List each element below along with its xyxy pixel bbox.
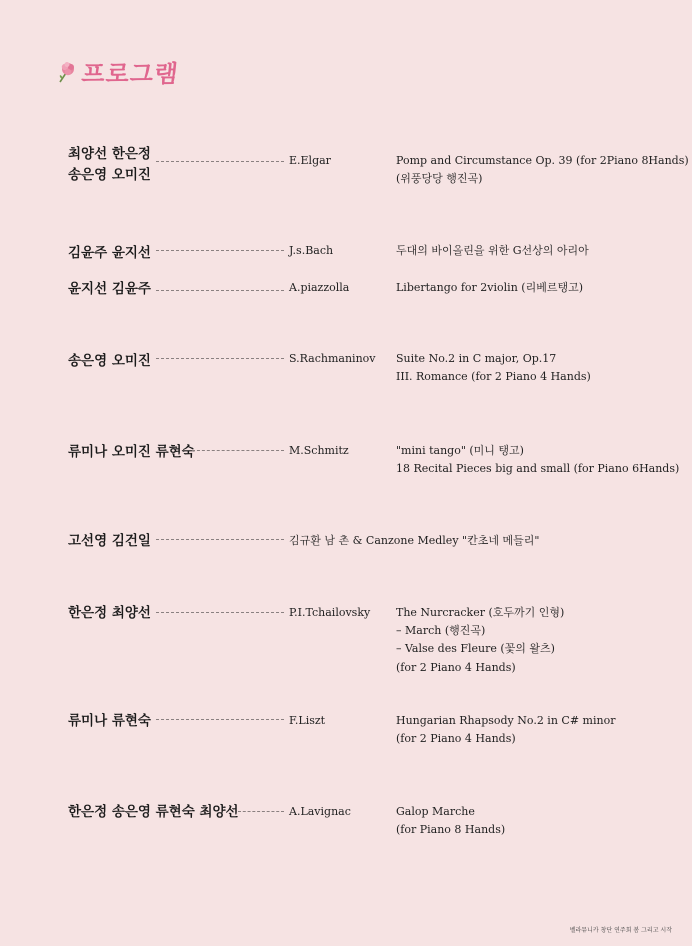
work-line: Libertango for 2violin (리베르탱고) (396, 281, 583, 294)
carnation-flower-icon (54, 60, 78, 84)
work-title (396, 604, 564, 677)
leader-dots (156, 539, 284, 540)
leader-dots (156, 250, 284, 251)
leader-dots (192, 450, 284, 451)
performer-line: 송은영 오미진 (68, 167, 151, 183)
work-title (396, 712, 615, 748)
performer-line: 최양선 한은정 (68, 146, 151, 162)
performer-line: 고선영 김건일 (68, 533, 151, 549)
work-line: III. Romance (for 2 Piano 4 Hands) (396, 370, 591, 384)
performers (68, 531, 151, 552)
work-line: The Nurcracker (호두까기 인형) (396, 606, 565, 619)
composer: A.Lavignac (289, 805, 351, 818)
work-line: Galop Marche (396, 805, 475, 818)
performers (68, 802, 239, 823)
performer-line: 윤지선 김윤주 (68, 281, 151, 297)
footer-caption: 벨라뮤니카 창단 연주회 봄 그리고 시작 (569, 927, 672, 934)
leader-dots (238, 811, 284, 812)
work-title (396, 350, 591, 386)
work-line: (for Piano 8 Hands) (396, 823, 506, 837)
work-title (396, 152, 689, 188)
composer: F.Liszt (289, 714, 326, 727)
work-line: Suite No.2 in C major, Op.17 (396, 352, 557, 365)
page-header (54, 54, 179, 89)
leader-dots (156, 161, 284, 162)
composer: P.I.Tchailovsky (289, 606, 371, 619)
work-line: – March (행진곡) (396, 624, 486, 638)
work-title (396, 242, 589, 260)
performer-line: 한은정 송은영 류현숙 최양선 (68, 804, 239, 820)
work-title (396, 442, 679, 478)
work-line: – Valse des Fleure (꽃의 왈츠) (396, 642, 555, 656)
performers (68, 442, 195, 463)
work-line: Pomp and Circumstance Op. 39 (for 2Piano 8Hands) (396, 154, 689, 167)
work-title (396, 279, 583, 297)
performer-line: 송은영 오미진 (68, 353, 151, 369)
performer-line: 류미나 오미진 류현숙 (68, 444, 195, 460)
performer-line: 한은정 최양선 (68, 605, 151, 621)
performers (68, 711, 151, 732)
performers (68, 603, 151, 624)
leader-dots (156, 290, 284, 291)
composer: S.Rachmaninov (289, 352, 376, 365)
performers (68, 351, 151, 372)
composer: A.piazzolla (289, 281, 350, 294)
performer-line: 류미나 류현숙 (68, 713, 151, 729)
work-line: (for 2 Piano 4 Hands) (396, 660, 516, 674)
work-line: 18 Recital Pieces big and small (for Piano 6Hands) (396, 462, 680, 476)
composer: 김규환 남 촌 & Canzone Medley "칸초네 메들리" (289, 534, 540, 547)
leader-dots (156, 358, 284, 359)
work-line: (위풍당당 행진곡) (396, 172, 483, 186)
page-title: 프로그램 (80, 60, 180, 88)
composer: E.Elgar (289, 154, 331, 167)
work-line: "mini tango" (미니 탱고) (396, 444, 524, 457)
leader-dots (156, 612, 284, 613)
work-line: Hungarian Rhapsody No.2 in C# minor (396, 714, 616, 727)
leader-dots (156, 719, 284, 720)
work-title (396, 803, 505, 839)
composer: M.Schmitz (289, 444, 349, 457)
performers (68, 243, 151, 264)
performers (68, 144, 151, 186)
performer-line: 김윤주 윤지선 (68, 245, 151, 261)
work-line: (for 2 Piano 4 Hands) (396, 732, 516, 746)
composer: J.s.Bach (289, 244, 334, 257)
work-line: 두대의 바이올린을 위한 G선상의 아리아 (396, 244, 589, 257)
performers (68, 279, 151, 300)
